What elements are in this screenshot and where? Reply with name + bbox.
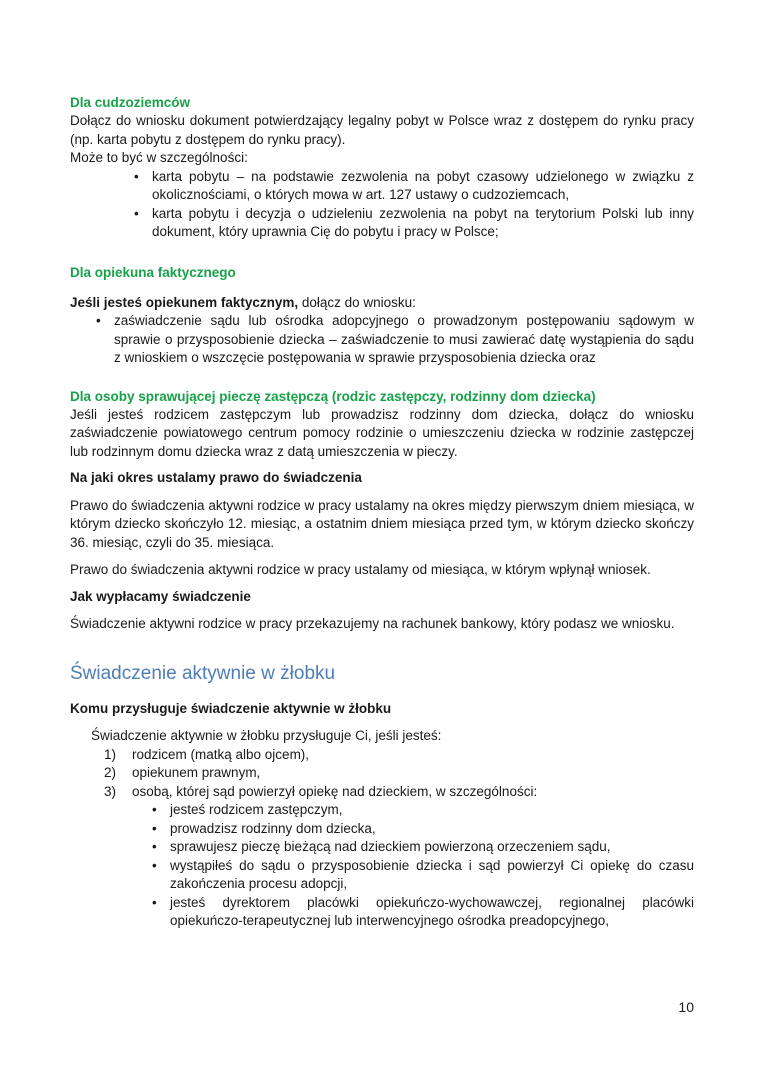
section-heading: Dla osoby sprawującej pieczę zastępczą (rodzic zastępczy, rodzinny dom dziecka) — [70, 388, 596, 404]
list-item: • karta pobytu – na podstawie zezwolenia na pobyt czasowy udzielonego w związku z okolicznościami, o których mowa w art. 127 ustawy o cudzoziemcach, — [134, 168, 694, 202]
section-heading: Dla opiekuna faktycznego — [70, 264, 236, 280]
list-item: • karta pobytu i decyzja o udzieleniu zezwolenia na pobyt na terytorium Polski lub inny dokument, który uprawnia Cię do pobytu i pracy w Polsce; — [134, 205, 694, 239]
section-heading: Jak wypłacamy świadczenie — [70, 588, 251, 604]
section-guardian — [70, 264, 694, 368]
bullet-icon: • — [152, 857, 157, 873]
bullet-icon: • — [152, 894, 157, 910]
list-item: • zaświadczenie sądu lub ośrodka adopcyjnego o prowadzonym postępowaniu sądowym w sprawie o przysposobienie dziecka – zaświadczenie to musi zawierać datę wystąpienia do sądu z wnioskiem o wszczęcie postępowania w sprawie przysposobienia dziecka oraz — [96, 313, 694, 365]
paragraph: Może to być w szczególności: — [70, 150, 248, 165]
section-period — [70, 469, 694, 580]
numbered-list — [104, 746, 694, 802]
paragraph: Świadczenie aktywnie w żłobku przysługuje Ci, jeśli jesteś: — [91, 728, 442, 743]
list-item: 2) opiekunem prawnym, — [104, 765, 261, 780]
paragraph: Jeśli jesteś rodzicem zastępczym lub prowadzisz rodzinny dom dziecka, dołącz do wniosku zaświadczenie powiatowego centrum pomocy rodzinie o umieszczeniu dziecka w rodzinie zastępczej lub rodzinnym domu dziecka wraz z datą umieszczenia w pieczy. — [70, 406, 694, 459]
page-content — [70, 94, 694, 931]
list-item: 3) osobą, której sąd powierzył opiekę nad dzieckiem, w szczególności: — [104, 783, 538, 799]
bullet-icon: • — [152, 839, 157, 854]
bullet-icon: • — [152, 802, 157, 817]
list-item: • sprawujesz pieczę bieżącą nad dzieckiem powierzoną orzeczeniem sądu, — [170, 838, 694, 857]
bullet-list — [134, 168, 694, 242]
paragraph: Jeśli jesteś opiekunem faktycznym, dołącz do wniosku: — [70, 294, 416, 310]
list-item: • prowadzisz rodzinny dom dziecka, — [170, 820, 694, 839]
section-payment — [70, 588, 694, 634]
page-number: 10 — [678, 999, 694, 1015]
paragraph: Dołącz do wniosku dokument potwierdzający legalny pobyt w Polsce wraz z dostępem do rynku pracy (np. karta pobytu z dostępem do rynku pracy). — [70, 113, 694, 147]
bullet-icon: • — [134, 168, 139, 184]
bullet-icon: • — [96, 313, 101, 328]
list-item: • wystąpiłeś do sądu o przysposobienie dziecka i sąd powierzył Ci opiekę do czasu zakończenia procesu adopcji, — [152, 857, 694, 891]
list-item: • jesteś rodzicem zastępczym, — [170, 801, 694, 820]
bullet-icon: • — [152, 820, 157, 836]
section-foreigners — [70, 94, 694, 242]
paragraph: Prawo do świadczenia aktywni rodzice w pracy ustalamy od miesiąca, w którym wpłynął wniosek. — [70, 562, 651, 577]
section-title: Świadczenie aktywnie w żłobku — [70, 662, 336, 684]
bullet-list — [152, 801, 694, 931]
section-nursery — [70, 662, 694, 931]
paragraph: Świadczenie aktywni rodzice w pracy przekazujemy na rachunek bankowy, który podasz we wniosku. — [70, 616, 675, 631]
bullet-icon: • — [134, 205, 139, 221]
list-item: • jesteś dyrektorem placówki opiekuńczo-wychowawczej, regionalnej placówki opiekuńczo-terapeutycznej lub interwencyjnego ośrodka preadopcyjnego, — [152, 894, 694, 928]
section-heading: Na jaki okres ustalamy prawo do świadczenia — [70, 470, 362, 485]
section-foster — [70, 388, 694, 462]
section-heading: Dla cudzoziemców — [70, 95, 191, 110]
subheading: Komu przysługuje świadczenie aktywnie w żłobku — [70, 700, 392, 716]
paragraph: Prawo do świadczenia aktywni rodzice w pracy ustalamy na okres między pierwszym dniem miesiąca, w którym dziecko skończyło 12. miesiąc, a ostatnim dniem miesiąca przed tym, w którym dziecko skończy 36. miesiąc, czyli do 35. miesiąca. — [70, 497, 694, 550]
bullet-list — [96, 312, 694, 368]
list-item: 1) rodzicem (matką albo ojcem), — [104, 746, 310, 762]
